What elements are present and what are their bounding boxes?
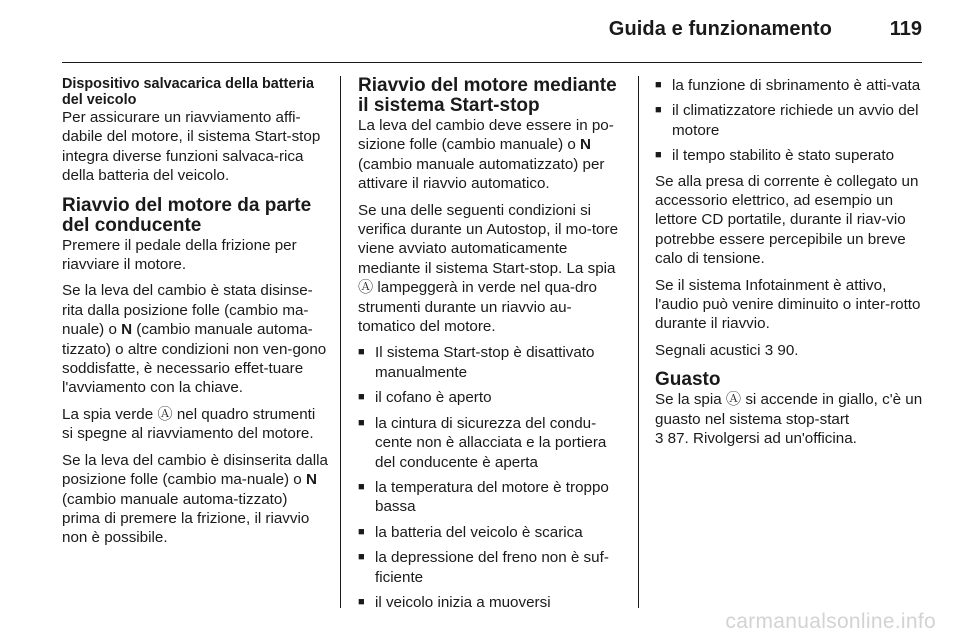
bullet-icon: ■ — [358, 480, 365, 493]
list-item: ■ il veicolo inizia a muoversi — [358, 593, 551, 611]
section-heading-fault: Guasto — [655, 369, 721, 391]
paragraph: Se alla presa di corrente è collegato un accessorio elettrico, ad esempio un lettore CD portatile, durante il riav-vio potrebbe essere percepibile un breve calo di tensione. — [655, 172, 919, 268]
page-header-title: Guida e funzionamento — [608, 18, 832, 40]
list-item: ■ la cintura di sicurezza del condu-cente non è allacciata e la portiera del conducente è aperta — [358, 414, 607, 471]
paragraph: Segnali acustici 3 90. — [655, 341, 799, 359]
page-reference-link[interactable]: 3 87. Rivolgersi ad un'officina. — [655, 430, 857, 448]
page-number: 119 — [889, 18, 922, 40]
bullet-icon: ■ — [358, 595, 365, 608]
bullet-icon: ■ — [358, 391, 365, 404]
list-item: ■ la temperatura del motore è troppo bassa — [358, 478, 609, 516]
gear-n-label: N — [305, 471, 317, 489]
list-item: ■ Il sistema Start-stop è disattivato manualmente — [358, 344, 595, 381]
list-item: ■ la depressione del freno non è suf-ficiente — [358, 549, 609, 586]
bullet-icon: ■ — [358, 346, 365, 359]
paragraph: Se una delle seguenti condizioni si verifica durante un Autostop, il mo-tore viene avviato automaticamente mediante il sistema Start-stop. La spia Ⓐ lampeggerà in verde nel qua-dro strumenti durante un riavvio au-tomatico del motore. — [358, 201, 619, 336]
autostop-indicator-icon: Ⓐ — [157, 405, 173, 423]
paragraph: Per assicurare un riavviamento affi-dabile del motore, il sistema Start-stop integra diverse funzioni salvaca-rica della batteria del veicolo. — [62, 109, 321, 185]
column-divider — [340, 76, 341, 608]
paragraph: Se la leva del cambio è stata disinse-rita dalla posizione folle (cambio ma-nuale) o N (cambio manuale automa-tizzato) o altre condizioni non ven-gono soddisfatte, è necessario effet-tuare l'avviamento con la chiave. — [62, 282, 327, 397]
bullet-icon: ■ — [655, 149, 662, 162]
paragraph: Premere il pedale della frizione per riavviare il motore. — [62, 236, 297, 274]
condition-list — [358, 343, 626, 612]
bullet-icon: ■ — [358, 551, 365, 564]
paragraph: Se la leva del cambio è disinserita dalla posizione folle (cambio ma-nuale) o N (cambio manuale automa-tizzato) prima di premere la frizione, il riavvio non è possibile. — [62, 451, 328, 547]
watermark: carmanualsonline.info — [725, 610, 936, 633]
page-reference-link[interactable]: 3 90. — [764, 341, 799, 359]
gear-n-label: N — [121, 321, 133, 339]
bullet-icon: ■ — [655, 79, 662, 91]
autostop-indicator-icon: Ⓐ — [725, 391, 742, 409]
section-heading-driver-restart: Riavvio del motore da parte del conducente — [62, 194, 312, 236]
paragraph: La leva del cambio deve essere in po-sizione folle (cambio manuale) o N (cambio manuale automatizzato) per attivare il riavvio automatico. — [358, 117, 614, 193]
list-item: ■ il climatizzatore richiede un avvio del motore — [655, 102, 919, 139]
column-3 — [655, 76, 925, 456]
column-divider — [638, 76, 639, 608]
gear-n-label: N — [580, 136, 591, 154]
header-rule — [62, 62, 922, 63]
paragraph: Se la spia Ⓐ si accende in giallo, c'è un guasto nel sistema stop-start 3 87. Rivolgersi ad un'officina. — [655, 391, 923, 448]
bullet-icon: ■ — [358, 525, 365, 538]
column-1 — [62, 76, 328, 555]
column-2 — [358, 76, 626, 618]
paragraph: La spia verde Ⓐ nel quadro strumenti si spegne al riavviamento del motore. — [62, 405, 316, 443]
section-heading-startstop-restart: Riavvio del motore mediante il sistema Start-stop — [358, 75, 617, 116]
list-item: ■ la funzione di sbrinamento è atti-vata — [655, 77, 921, 94]
autostop-indicator-icon: Ⓐ — [358, 279, 374, 297]
bullet-icon: ■ — [655, 104, 662, 117]
paragraph: Se il sistema Infotainment è attivo, l'audio può venire diminuito o inter-rotto durante il riavvio. — [655, 276, 921, 333]
subheading-battery: Dispositivo salvacarica della batteria del veicolo — [62, 76, 314, 108]
bullet-icon: ■ — [358, 416, 365, 429]
list-item: ■ il tempo stabilito è stato superato — [655, 147, 895, 165]
list-item: ■ la batteria del veicolo è scarica — [358, 523, 583, 541]
condition-list — [655, 76, 925, 166]
list-item: ■ il cofano è aperto — [358, 389, 492, 407]
